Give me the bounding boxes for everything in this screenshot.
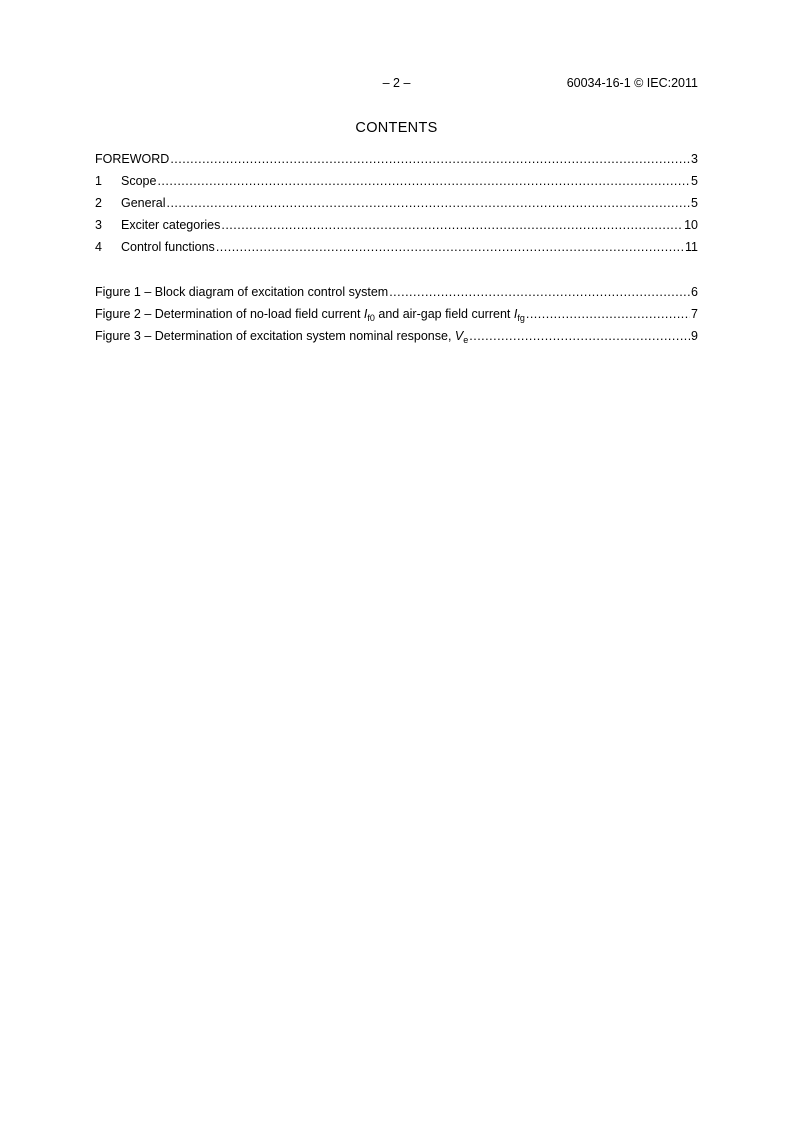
contents-heading: CONTENTS bbox=[355, 120, 438, 136]
dot-leader bbox=[389, 283, 690, 301]
dot-leader bbox=[469, 327, 690, 345]
toc-entry-number: 1 bbox=[95, 174, 102, 188]
variable-subscript: e bbox=[463, 335, 469, 345]
toc-entry-general[interactable] bbox=[95, 194, 698, 216]
toc-entry-page: 5 bbox=[691, 174, 698, 188]
dot-leader bbox=[170, 150, 690, 168]
variable-symbol: V bbox=[454, 329, 464, 343]
figure-entry-1[interactable] bbox=[95, 283, 698, 305]
figure-title-text: and air-gap field current bbox=[374, 307, 514, 321]
toc-entry-foreword[interactable] bbox=[95, 150, 698, 172]
toc-entry-title: General bbox=[121, 196, 166, 210]
figure-title-text: Figure 2 – Determination of no-load field current bbox=[95, 307, 364, 321]
toc-entry-title: Scope bbox=[121, 174, 157, 188]
variable-subscript: fg bbox=[517, 313, 525, 323]
figure-entry-page: 9 bbox=[691, 329, 698, 343]
figure-entry-page: 7 bbox=[691, 307, 698, 321]
variable-subscript: f0 bbox=[367, 313, 375, 323]
toc-entry-number: 2 bbox=[95, 196, 102, 210]
toc-entry-page: 11 bbox=[685, 240, 698, 254]
list-of-figures bbox=[95, 283, 698, 349]
figure-title-text: Figure 3 – Determination of excitation system nominal response, bbox=[95, 329, 455, 343]
toc-entry-title: Exciter categories bbox=[121, 218, 221, 232]
table-of-contents bbox=[95, 150, 698, 260]
dot-leader bbox=[166, 194, 690, 212]
figure-entry-3[interactable] bbox=[95, 327, 698, 349]
page-number: – 2 – bbox=[382, 76, 411, 90]
toc-entry-exciter-categories[interactable] bbox=[95, 216, 698, 238]
dot-leader bbox=[216, 238, 684, 256]
toc-entry-number: 3 bbox=[95, 218, 102, 232]
toc-entry-page: 10 bbox=[684, 218, 698, 232]
dot-leader bbox=[221, 216, 683, 234]
document-reference: 60034-16-1 © IEC:2011 bbox=[566, 76, 698, 90]
toc-entry-title: FOREWORD bbox=[95, 152, 170, 166]
figure-entry-title bbox=[95, 305, 525, 323]
toc-entry-number: 4 bbox=[95, 240, 102, 254]
figure-entry-title bbox=[95, 327, 468, 345]
toc-entry-scope[interactable] bbox=[95, 172, 698, 194]
toc-entry-page: 5 bbox=[691, 196, 698, 210]
toc-entry-title: Control functions bbox=[121, 240, 215, 254]
toc-entry-control-functions[interactable] bbox=[95, 238, 698, 260]
dot-leader bbox=[157, 172, 690, 190]
dot-leader bbox=[526, 305, 690, 323]
figure-entry-2[interactable] bbox=[95, 305, 698, 327]
variable-symbol: I bbox=[513, 307, 518, 321]
toc-entry-page: 3 bbox=[691, 152, 698, 166]
variable-symbol: I bbox=[363, 307, 368, 321]
figure-entry-title: Figure 1 – Block diagram of excitation control system bbox=[95, 285, 389, 299]
figure-entry-page: 6 bbox=[691, 285, 698, 299]
page-header bbox=[95, 76, 698, 94]
